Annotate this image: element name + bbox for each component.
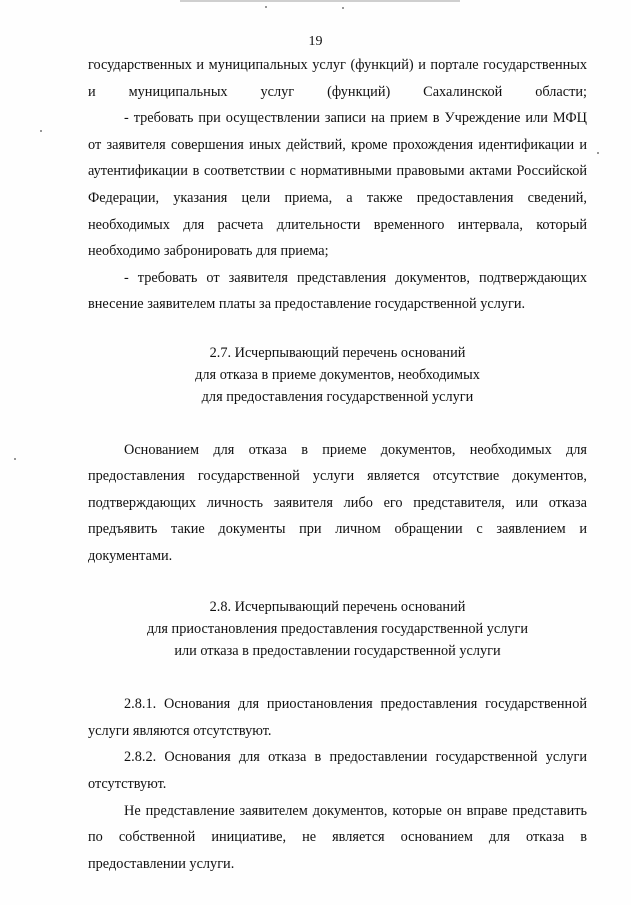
paragraph-booking-requirements: - требовать при осуществлении записи на прием в Учреждение или МФЦ от заявителя совершения иных действий, кроме прохождения идентификации и аутентификации в соответствии с нормативными правовыми актами Российской Федерации, указания цели приема, а также предоставления сведений, необходимых для расчета длительности временного интервала, который необходимо забронировать для приема; (88, 110, 587, 260)
paragraph-2-7-body: Основанием для отказа в приеме документов, необходимых для предоставления государственной услуги является отсутствие документов, подтверждающих личность заявителя либо его представителя, или отказа предъявить такие документы при личном обращении с заявлением и документами. (88, 441, 587, 564)
heading-line: или отказа в предоставлении государственной услуги (174, 642, 501, 659)
section-heading-2-7 (88, 342, 587, 409)
heading-line: 2.7. Исчерпывающий перечень оснований (209, 344, 466, 361)
paragraph-payment-documents: - требовать от заявителя представления документов, подтверждающих внесение заявителем платы за предоставление государственной услуги. (88, 269, 587, 313)
paragraph-2-8-2: 2.8.2. Основания для отказа в предоставлении государственной услуги отсутствуют. (88, 749, 587, 792)
scan-artifact-top (180, 0, 460, 2)
heading-line: для приостановления предоставления государственной услуги (146, 620, 529, 637)
scan-speck (14, 458, 16, 460)
heading-line: 2.8. Исчерпывающий перечень оснований (209, 598, 466, 615)
scan-speck (265, 6, 267, 8)
heading-line: для предоставления государственной услуги (201, 389, 474, 406)
document-body (88, 52, 587, 877)
heading-line: для отказа в приеме документов, необходимых (195, 367, 480, 384)
section-heading-2-8 (88, 596, 587, 663)
scan-speck (40, 130, 42, 132)
paragraph-2-8-1: 2.8.1. Основания для приостановления предоставления государственной услуги являются отсутствуют. (88, 696, 587, 739)
scan-speck (597, 152, 599, 154)
scan-speck (342, 7, 344, 9)
paragraph-portal: государственных и муниципальных услуг (функций) и порталe государственных и муниципальных услуг (функций) Сахалинской области; (88, 57, 587, 100)
page-number: 19 (308, 34, 323, 49)
paragraph-2-8-note: Не представление заявителем документов, которые он вправе представить по собственной инициативе, не является основанием для отказа в предоставлении услуги. (88, 802, 587, 872)
